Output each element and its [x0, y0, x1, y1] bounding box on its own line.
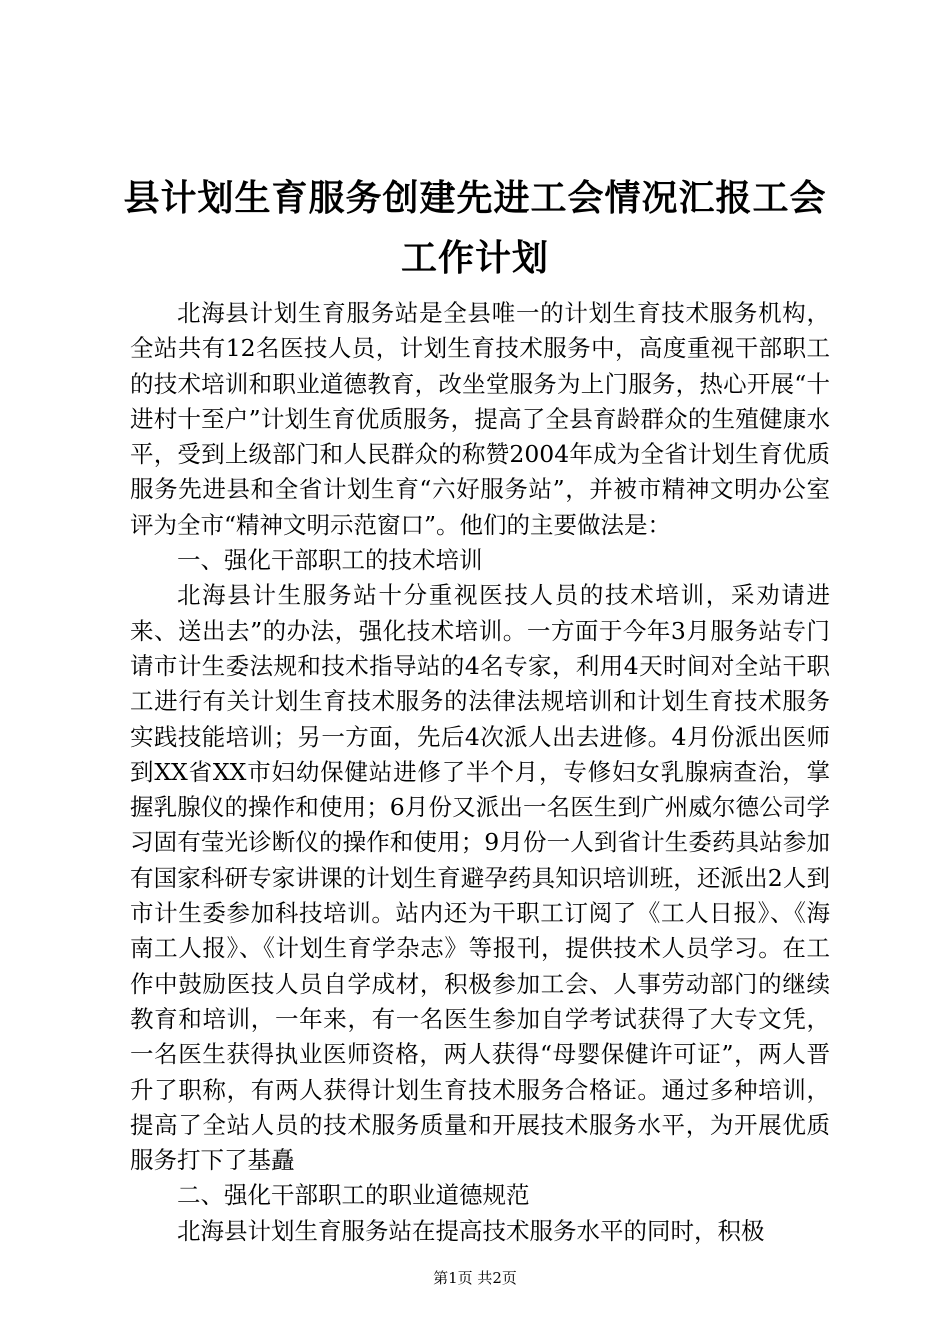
section-1-heading: 一、强化干部职工的技术培训 — [177, 546, 483, 575]
section-2-heading: 二、强化干部职工的职业道德规范 — [177, 1181, 530, 1210]
document-title: 县计划生育服务创建先进工会情况汇报工会工作计划 — [123, 177, 827, 279]
section-1-paragraph: 北海县计生服务站十分重视医技人员的技术培训，采劝请进来、送出去”的办法，强化技术培训。一方面于今年3月服务站专门请市计生委法规和技术指导站的4名专家，利用4天时间对全站干职工进行有关计划生育技术服务的法律法规培训和计划生育技术服务实践技能培训；另一方面，先后4次派人出去进修。4月份派出医师到XX省XX市妇幼保健站进修了半个月，专修妇女乳腺病查治，掌握乳腺仪的操作和使用；6月份又派出一名医生到广州威尔德公司学习固有莹光诊断仪的操作和使用；9月份一人到省计生委药具站参加有国家科研专家讲课的计划生育避孕药具知识培训班，还派出2人到市计生委参加科技培训。站内还为干职工订阅了《工人日报》、《海南工人报》、《计划生育学杂志》等报刊，提供技术人员学习。在工作中鼓励医技人员自学成材，积极参加工会、人事劳动部门的继续教育和培训，一年来，有一名医生参加自学考试获得了大专文凭，一名医生获得执业医师资格，两人获得“母婴保健许可证”，两人晋升了职称，有两人获得计划生育技术服务合格证。通过多种培训，提高了全站人员的技术服务质量和开展技术服务水平，为开展优质服务打下了基矗 — [130, 581, 830, 1175]
document-body — [130, 296, 830, 1249]
page-footer: 第1页 共2页 — [433, 1269, 517, 1287]
intro-paragraph: 北海县计划生育服务站是全县唯一的计划生育技术服务机构，全站共有12名医技人员，计划生育技术服务中，高度重视干部职工的技术培训和职业道德教育，改坐堂服务为上门服务，热心开展“十进村十至户”计划生育优质服务，提高了全县育龄群众的生殖健康水平，受到上级部门和人民群众的称赞2004年成为全省计划生育优质服务先进县和全省计划生育“六好服务站”，并被市精神文明办公室评为全市“精神文明示范窗口”。他们的主要做法是： — [130, 299, 830, 539]
section-2-paragraph: 北海县计划生育服务站在提高技术服务水平的同时，积极 — [177, 1216, 765, 1245]
